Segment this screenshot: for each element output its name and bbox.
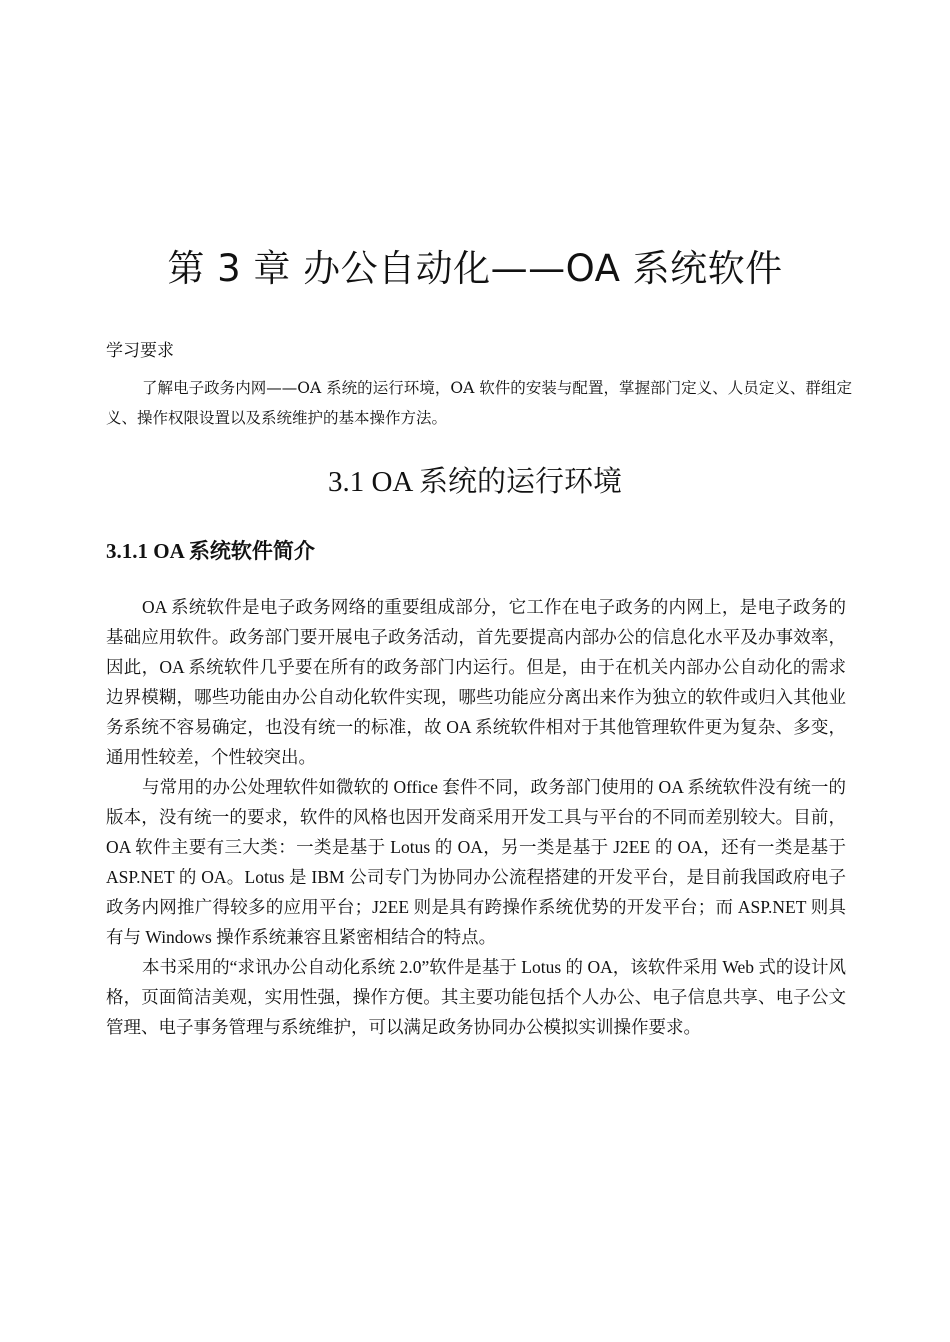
body-paragraph-1: OA 系统软件是电子政务网络的重要组成部分，它工作在电子政务的内网上，是电子政务的基础应用软件。政务部门要开展电子政务活动，首先要提高内部办公的信息化水平及办事效率，因此，OA 系统软件几乎要在所有的政务部门内运行。但是，由于在机关内部办公自动化的需求边界模糊，哪些功能由办公自动化软件实现，哪些功能应分离出来作为独立的软件或归入其他业务系统不容易确定，也没有统一的标准，故 OA 系统软件相对于其他管理软件更为复杂、多变，通用性较差，个性较突出。	[106, 597, 846, 767]
section-title: 3.1 OA 系统的运行环境	[327, 466, 623, 498]
body-paragraph-3: 本书采用的“求讯办公自动化系统 2.0”软件是基于 Lotus 的 OA，该软件采用 Web 式的设计风格，页面简洁美观，实用性强，操作方便。其主要功能包括个人办公、电子信息共享、电子公文管理、电子事务管理与系统维护，可以满足政务协同办公模拟实训操作要求。	[106, 957, 846, 1037]
body-paragraph-2: 与常用的办公处理软件如微软的 Office 套件不同，政务部门使用的 OA 系统软件没有统一的版本，没有统一的要求，软件的风格也因开发商采用开发工具与平台的不同而差别较大。目前，OA 软件主要有三大类：一类是基于 Lotus 的 OA，另一类是基于 J2EE 的 OA，还有一类是基于 ASP.NET 的 OA。Lotus 是 IBM 公司专门为协同办公流程搭建的开发平台，是目前我国政府电子政务内网推广得较多的应用平台；J2EE 则是具有跨操作系统优势的开发平台；而 ASP.NET 则具有与 Windows 操作系统兼容且紧密相结合的特点。	[106, 777, 846, 947]
requirements-text: 了解电子政务内网——OA 系统的运行环境，OA 软件的安装与配置，掌握部门定义、人员定义、群组定义、操作权限设置以及系统维护的基本操作方法。	[106, 379, 852, 427]
requirements-heading: 学习要求	[106, 341, 174, 361]
subsection-title: 3.1.1 OA 系统软件简介	[106, 539, 315, 563]
body-text	[106, 592, 846, 1042]
chapter-title: 第 3 章 办公自动化——OA 系统软件	[167, 247, 783, 290]
